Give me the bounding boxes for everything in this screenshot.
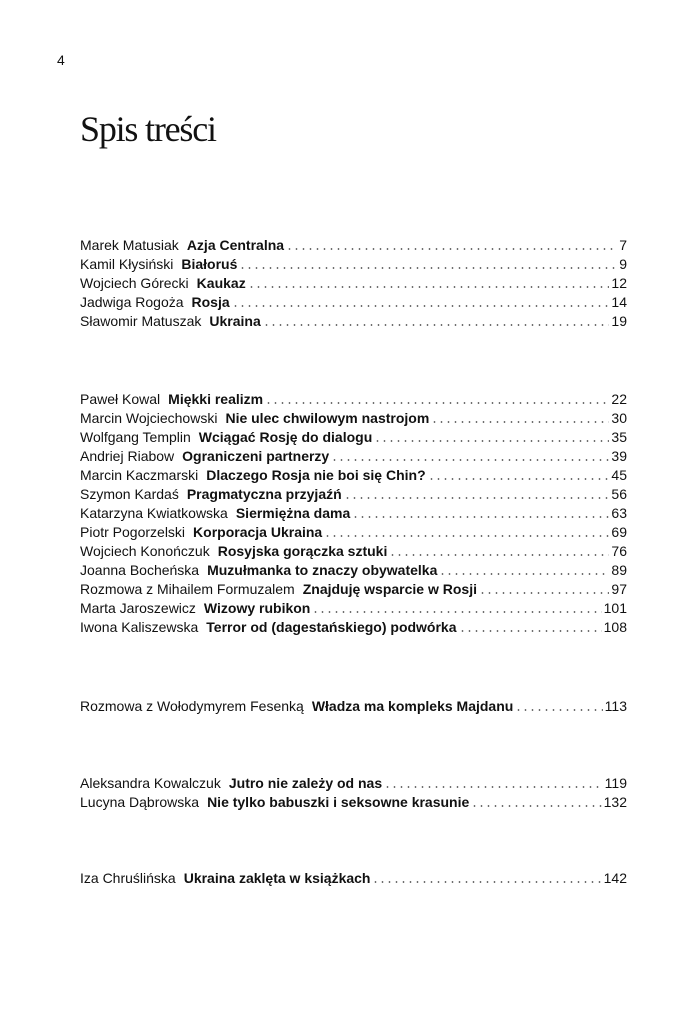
toc-entry-page: 45 [611, 467, 627, 483]
toc-entry-author: Marcin Kaczmarski [80, 467, 199, 483]
toc-entry [80, 869, 627, 888]
toc-entry-title: Ukraina zaklęta w książkach [183, 870, 371, 886]
toc-entry-page: 101 [603, 600, 627, 616]
toc-entry-title: Jutro nie zależy od nas [228, 775, 383, 791]
toc-entry [80, 390, 627, 409]
toc-entry [80, 409, 627, 428]
toc-dot-leader [265, 401, 609, 405]
toc-entry-author: Wolfgang Templin [80, 429, 191, 445]
toc-entry [80, 466, 627, 485]
toc-entry-title: Pragmatyczna przyjaźń [186, 486, 342, 502]
toc-entry [80, 599, 627, 618]
toc-entry [80, 293, 627, 312]
toc-dot-leader [515, 708, 602, 712]
toc-entry-page: 39 [611, 448, 627, 464]
toc-entry-author: Sławomir Matuszak [80, 313, 202, 329]
toc-entry-page: 142 [603, 870, 627, 886]
toc-entry-page: 9 [619, 256, 627, 272]
toc-dot-leader [239, 266, 617, 270]
toc-entry-title: Władza ma kompleks Majdanu [311, 698, 514, 714]
toc-entry-page: 30 [611, 410, 627, 426]
toc-entry-author: Lucyna Dąbrowska [80, 794, 200, 810]
toc-entry-author: Iza Chruślińska [80, 870, 176, 886]
toc-entry-title: Azja Centralna [186, 237, 285, 253]
toc-entry-author: Rozmowa z Mihailem Formuzalem [80, 581, 295, 597]
toc-dot-leader [344, 496, 610, 500]
toc-entry-page: 113 [604, 698, 627, 714]
toc-entry-author: Rozmowa z Wołodymyrem Fesenką [80, 698, 304, 714]
toc-entry [80, 428, 627, 447]
toc-group [80, 236, 627, 331]
toc-entry [80, 618, 627, 637]
toc-entry-author: Paweł Kowal [80, 391, 161, 407]
toc-entry-page: 76 [611, 543, 627, 559]
toc-dot-leader [232, 304, 610, 308]
toc-entry-author: Aleksandra Kowalczuk [80, 775, 221, 791]
toc-dot-leader [439, 572, 609, 576]
toc-entry [80, 236, 627, 255]
toc-dot-leader [324, 534, 609, 538]
toc-entry-title: Ukraina [209, 313, 261, 329]
toc-group [80, 390, 627, 637]
toc-entry-page: 19 [611, 313, 627, 329]
toc-entry-title: Terror od (dagestańskiego) podwórka [206, 619, 457, 635]
toc-entry-page: 63 [611, 505, 627, 521]
toc-entry-page: 56 [611, 486, 627, 502]
toc-entry [80, 542, 627, 561]
toc-entry-author: Jadwiga Rogoża [80, 294, 184, 310]
toc-entry-title: Wizowy rubikon [203, 600, 311, 616]
toc-entry-page: 7 [619, 237, 627, 253]
toc-entry [80, 312, 627, 331]
toc-entry-author: Marcin Wojciechowski [80, 410, 218, 426]
toc-entry-page: 97 [611, 581, 627, 597]
toc-entry-author: Marta Jaroszewicz [80, 600, 196, 616]
toc-dot-leader [428, 477, 610, 481]
toc-dot-leader [389, 553, 609, 557]
toc-entry-page: 89 [611, 562, 627, 578]
toc-entry-title: Dlaczego Rosja nie boi się Chin? [206, 467, 426, 483]
toc-entry-author: Marek Matusiak [80, 237, 179, 253]
toc-entry [80, 447, 627, 466]
toc-entry [80, 504, 627, 523]
toc-entry-title: Nie tylko babuszki i seksowne krasunie [207, 794, 470, 810]
toc-group [80, 869, 627, 888]
toc-group [80, 697, 627, 716]
toc-dot-leader [312, 610, 601, 614]
toc-dot-leader [248, 285, 610, 289]
toc-entry-author: Iwona Kaliszewska [80, 619, 199, 635]
toc-entry [80, 793, 627, 812]
toc-dot-leader [352, 515, 609, 519]
toc-entry-title: Miękki realizm [168, 391, 264, 407]
toc-entry-title: Kaukaz [196, 275, 246, 291]
toc-entry-title: Białoruś [181, 256, 238, 272]
toc-entry-author: Szymon Kardaś [80, 486, 179, 502]
toc-entry [80, 774, 627, 793]
toc-dot-leader [431, 420, 609, 424]
toc-entry-page: 69 [611, 524, 627, 540]
toc-entry [80, 485, 627, 504]
toc-entry-page: 132 [603, 794, 627, 810]
toc-dot-leader [331, 458, 609, 462]
toc-dot-leader [471, 804, 601, 808]
toc-entry-author: Andriej Riabow [80, 448, 175, 464]
toc-entry [80, 561, 627, 580]
toc-dot-leader [374, 439, 609, 443]
toc-dot-leader [384, 785, 603, 789]
toc-entry-page: 12 [611, 275, 627, 291]
toc-entry-author: Wojciech Konończuk [80, 543, 210, 559]
toc-entry-author: Piotr Pogorzelski [80, 524, 186, 540]
toc-dot-leader [479, 591, 609, 595]
toc-entry-title: Wciągać Rosję do dialogu [198, 429, 373, 445]
toc-entry-title: Muzułmanka to znaczy obywatelka [207, 562, 438, 578]
toc-entry-title: Siermiężna dama [235, 505, 351, 521]
toc-entry-title: Korporacja Ukraina [193, 524, 323, 540]
toc-entry-author: Wojciech Górecki [80, 275, 189, 291]
toc-dot-leader [263, 323, 610, 327]
toc-group [80, 774, 627, 812]
toc-entry [80, 580, 627, 599]
toc-entry-page: 108 [603, 619, 627, 635]
toc-entry-author: Katarzyna Kwiatkowska [80, 505, 228, 521]
toc-entry-page: 119 [604, 775, 627, 791]
toc-entry [80, 255, 627, 274]
page-number: 4 [57, 52, 65, 68]
toc-entry-page: 35 [611, 429, 627, 445]
toc-entry-author: Joanna Bocheńska [80, 562, 200, 578]
toc-entry [80, 274, 627, 293]
toc-entry [80, 697, 627, 716]
toc-dot-leader [372, 880, 601, 884]
toc-entry-title: Rosja [191, 294, 230, 310]
toc-entry-author: Kamil Kłysiński [80, 256, 174, 272]
toc-entry [80, 523, 627, 542]
toc-entry-title: Nie ulec chwilowym nastrojom [225, 410, 430, 426]
toc-entry-title: Znajduję wsparcie w Rosji [302, 581, 477, 597]
toc-entry-page: 22 [611, 391, 627, 407]
toc-entry-title: Rosyjska gorączka sztuki [217, 543, 388, 559]
toc-dot-leader [459, 629, 602, 633]
toc-dot-leader [286, 247, 617, 251]
toc-entry-page: 14 [611, 294, 627, 310]
toc-entry-title: Ograniczeni partnerzy [182, 448, 330, 464]
page-title: Spis treści [80, 109, 216, 149]
